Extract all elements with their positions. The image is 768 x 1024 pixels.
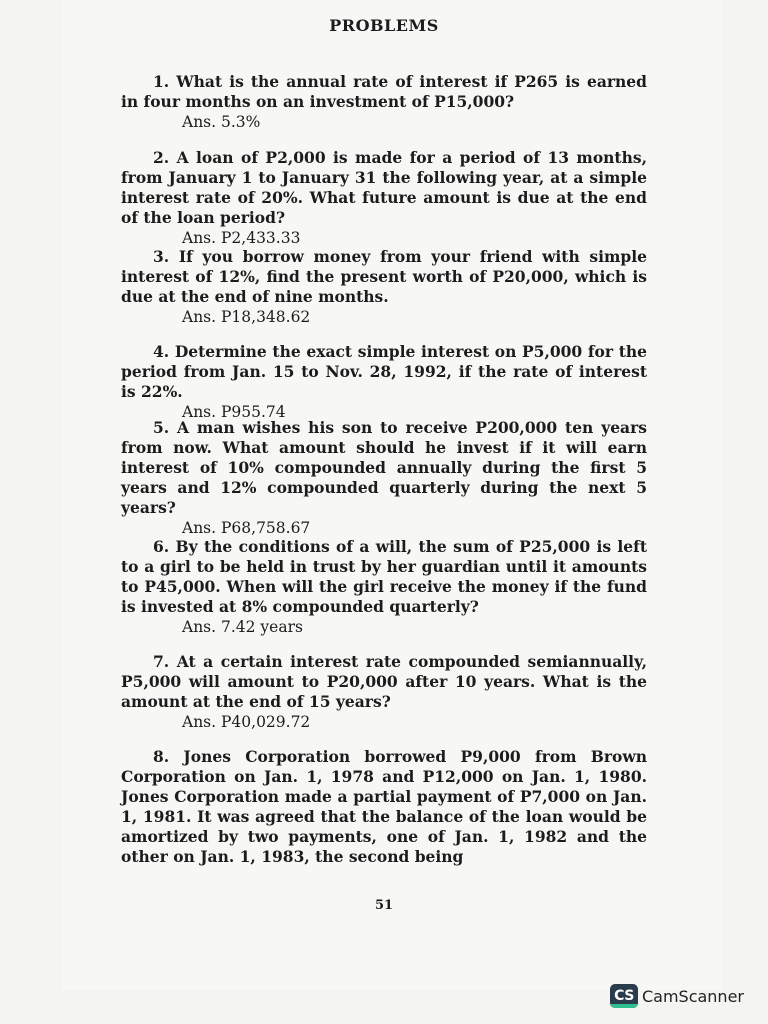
problem-question: 4. Determine the exact simple interest on P5,000 for the period from Jan. 15 to Nov. 28, 1992, if the rate of interest is 22%. bbox=[121, 342, 647, 401]
problem-6 bbox=[121, 537, 647, 637]
problem-8 bbox=[121, 747, 647, 867]
problem-answer: Ans. P18,348.62 bbox=[182, 308, 311, 326]
problem-question: 6. By the conditions of a will, the sum of P25,000 is left to a girl to be held in trust by her guardian until it amounts to P45,000. When will the girl receive the money if the fund is invested at 8% compounded quarterly? bbox=[121, 537, 647, 616]
problem-question: 1. What is the annual rate of interest if P265 is earned in four months on an investment of P15,000? bbox=[121, 72, 647, 111]
problem-answer: Ans. P68,758.67 bbox=[182, 519, 311, 537]
problem-answer: Ans. 7.42 years bbox=[182, 618, 303, 636]
page-number: 51 bbox=[374, 898, 394, 913]
problem-question: 3. If you borrow money from your friend with simple interest of 12%, find the present worth of P20,000, which is due at the end of nine months. bbox=[121, 247, 647, 306]
problem-question: 7. At a certain interest rate compounded semiannually, P5,000 will amount to P20,000 after 10 years. What is the amount at the end of 15 years? bbox=[121, 652, 647, 711]
problem-answer: Ans. P40,029.72 bbox=[182, 713, 311, 731]
camscanner-watermark bbox=[610, 984, 744, 1008]
problem-4 bbox=[121, 342, 647, 422]
problem-answer: Ans. P955.74 bbox=[182, 403, 286, 421]
problem-2 bbox=[121, 148, 647, 248]
problem-answer: Ans. P2,433.33 bbox=[182, 229, 301, 247]
camscanner-logo-icon: CS bbox=[610, 984, 638, 1008]
camscanner-brand-label: CamScanner bbox=[641, 986, 744, 1006]
problem-question: 8. Jones Corporation borrowed P9,000 from Brown Corporation on Jan. 1, 1978 and P12,000 on Jan. 1, 1980. Jones Corporation made a partial payment of P7,000 on Jan. 1, 1981. It was agreed that the balance of the loan would be amortized by two payments, one of Jan. 1, 1982 and the other on Jan. 1, 1983, the second being bbox=[121, 747, 647, 866]
problem-question: 5. A man wishes his son to receive P200,000 ten years from now. What amount should he invest if it will earn interest of 10% compounded annually during the first 5 years and 12% compounded quarterly during the next 5 years? bbox=[121, 418, 647, 517]
problem-answer: Ans. 5.3% bbox=[182, 113, 261, 131]
problem-1 bbox=[121, 72, 647, 132]
problem-7 bbox=[121, 652, 647, 732]
problem-question: 2. A loan of P2,000 is made for a period of 13 months, from January 1 to January 31 the following year, at a simple interest rate of 20%. What future amount is due at the end of the loan period? bbox=[121, 148, 647, 227]
page-title: PROBLEMS bbox=[329, 16, 439, 35]
problem-5 bbox=[121, 418, 647, 538]
problem-3 bbox=[121, 247, 647, 327]
